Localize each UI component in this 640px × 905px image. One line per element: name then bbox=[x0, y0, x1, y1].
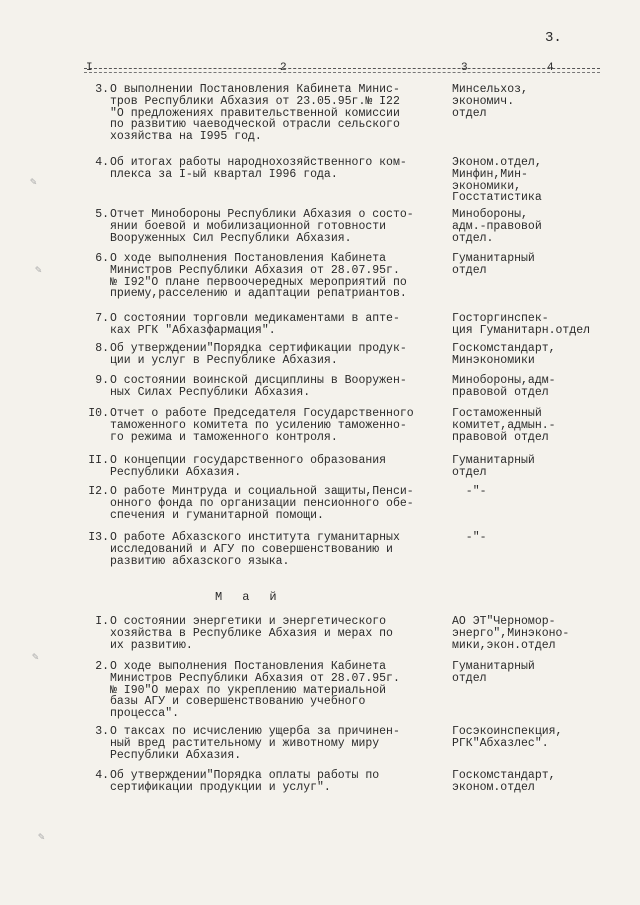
agenda-item-number: I0. bbox=[88, 407, 109, 420]
agenda-item-number: 2. bbox=[95, 660, 109, 673]
agenda-item-number: 5. bbox=[95, 208, 109, 221]
agenda-item-responsible: Минобороны, адм.-правовой отдел. bbox=[452, 208, 542, 245]
agenda-item-text: О состоянии торговли медикаментами в апте- ках РГК "Абхазфармация". bbox=[110, 312, 400, 337]
header-col-3: 3 bbox=[461, 62, 468, 74]
header-col-4: 4 bbox=[547, 62, 554, 74]
agenda-item-responsible: -"- bbox=[452, 531, 487, 544]
agenda-item-number: I2. bbox=[88, 485, 109, 498]
agenda-item-text: Об итогах работы народнохозяйственного ком- плекса за I-ый квартал I996 года. bbox=[110, 156, 407, 181]
header-rule bbox=[84, 72, 600, 73]
agenda-item-text: О таксах по исчислению ущерба за причинен- ный вред растительному и животному миру Республики Абхазия. bbox=[110, 725, 400, 762]
agenda-item-responsible: АО ЭТ"Черномор- энерго",Минэконо- мики,экон.отдел bbox=[452, 615, 570, 652]
margin-mark: ✎ bbox=[30, 177, 37, 189]
margin-mark: ✎ bbox=[38, 832, 45, 844]
agenda-item-number: 4. bbox=[95, 769, 109, 782]
agenda-item-number: 9. bbox=[95, 374, 109, 387]
agenda-item-text: О работе Минтруда и социальной защиты,Пенси- онного фонда по организации пенсионного обе- спечения и гуманитарной помощи. bbox=[110, 485, 414, 522]
agenda-item-responsible: Гуманитарный отдел bbox=[452, 252, 535, 277]
agenda-item-text: Отчет Минобороны Республики Абхазия о состо- янии боевой и мобилизационной готовности Вооруженных Сил Республики Абхазия. bbox=[110, 208, 414, 245]
agenda-item-text: О концепции государственного образования Республики Абхазия. bbox=[110, 454, 387, 479]
agenda-item-number: 3. bbox=[95, 83, 109, 96]
agenda-item-text: О состоянии воинской дисциплины в Вооружен- ных Силах Республики Абхазия. bbox=[110, 374, 407, 399]
agenda-item-responsible: Гуманитарный отдел bbox=[452, 454, 535, 479]
agenda-item-responsible: Минсельхоз, экономич. отдел bbox=[452, 83, 528, 120]
agenda-item-text: Об утверждении"Порядка оплаты работы по сертификации продукции и услуг". bbox=[110, 769, 380, 794]
header-rule bbox=[84, 68, 600, 69]
agenda-item-responsible: Госкомстандарт, Минэкономики bbox=[452, 342, 556, 367]
margin-mark: ✎ bbox=[35, 265, 42, 277]
agenda-item-responsible: Эконом.отдел, Минфин,Мин- экономики, Госстатистика bbox=[452, 156, 542, 205]
agenda-item-responsible: Госэкоинспекция, РГК"Абхазлес". bbox=[452, 725, 563, 750]
agenda-item-text: Отчет о работе Председателя Государственного таможенного комитета по усилению таможенно- го режима и таможенного контроля. bbox=[110, 407, 414, 444]
agenda-item-number: II. bbox=[88, 454, 109, 467]
agenda-item-number: 7. bbox=[95, 312, 109, 325]
agenda-item-text: О ходе выполнения Постановления Кабинета Министров Республики Абхазия от 28.07.95г. № I92"О плане первоочередных мероприятий по приему,расселению и адаптации репатриантов. bbox=[110, 252, 407, 301]
agenda-item-number: I3. bbox=[88, 531, 109, 544]
header-col-2: 2 bbox=[280, 62, 287, 74]
agenda-item-number: I. bbox=[95, 615, 109, 628]
agenda-item-text: О работе Абхазского института гуманитарных исследований и АГУ по совершенствованию и развитию абхазского языка. bbox=[110, 531, 400, 568]
agenda-item-text: О выполнении Постановления Кабинета Минис- тров Республики Абхазия от 23.05.95г.№ I22 "О предложениях правительственной комиссии по развитию чаеводческой отрасли сельского хозяйства на I995 год. bbox=[110, 83, 400, 144]
agenda-item-responsible: Госкомстандарт, эконом.отдел bbox=[452, 769, 556, 794]
agenda-item-responsible: Минобороны,адм- правовой отдел bbox=[452, 374, 556, 399]
agenda-item-number: 4. bbox=[95, 156, 109, 169]
header-col-1: I bbox=[86, 62, 93, 74]
agenda-item-number: 8. bbox=[95, 342, 109, 355]
agenda-item-number: 3. bbox=[95, 725, 109, 738]
agenda-item-text: О состоянии энергетики и энергетического хозяйства в Республике Абхазия и мерах по их развитию. bbox=[110, 615, 393, 652]
agenda-item-responsible: Госторгинспек- ция Гуманитарн.отдел bbox=[452, 312, 591, 337]
month-title: Май bbox=[215, 590, 297, 604]
agenda-item-text: О ходе выполнения Постановления Кабинета Министров Республики Абхазия от 28.07.95г. № I90"О мерах по укреплению материальной базы АГУ и совершенствованию учебного процесса". bbox=[110, 660, 400, 721]
page-number: 3. bbox=[545, 30, 562, 46]
agenda-item-number: 6. bbox=[95, 252, 109, 265]
agenda-item-responsible: Гостаможенный комитет,адмын.- правовой отдел bbox=[452, 407, 556, 444]
table-header bbox=[84, 62, 600, 76]
agenda-item-responsible: Гуманитарный отдел bbox=[452, 660, 535, 685]
agenda-item-responsible: -"- bbox=[452, 485, 487, 498]
agenda-item-text: Об утверждении"Порядка сертификации продук- ции и услуг в Республике Абхазия. bbox=[110, 342, 407, 367]
margin-mark: ✎ bbox=[32, 652, 39, 664]
